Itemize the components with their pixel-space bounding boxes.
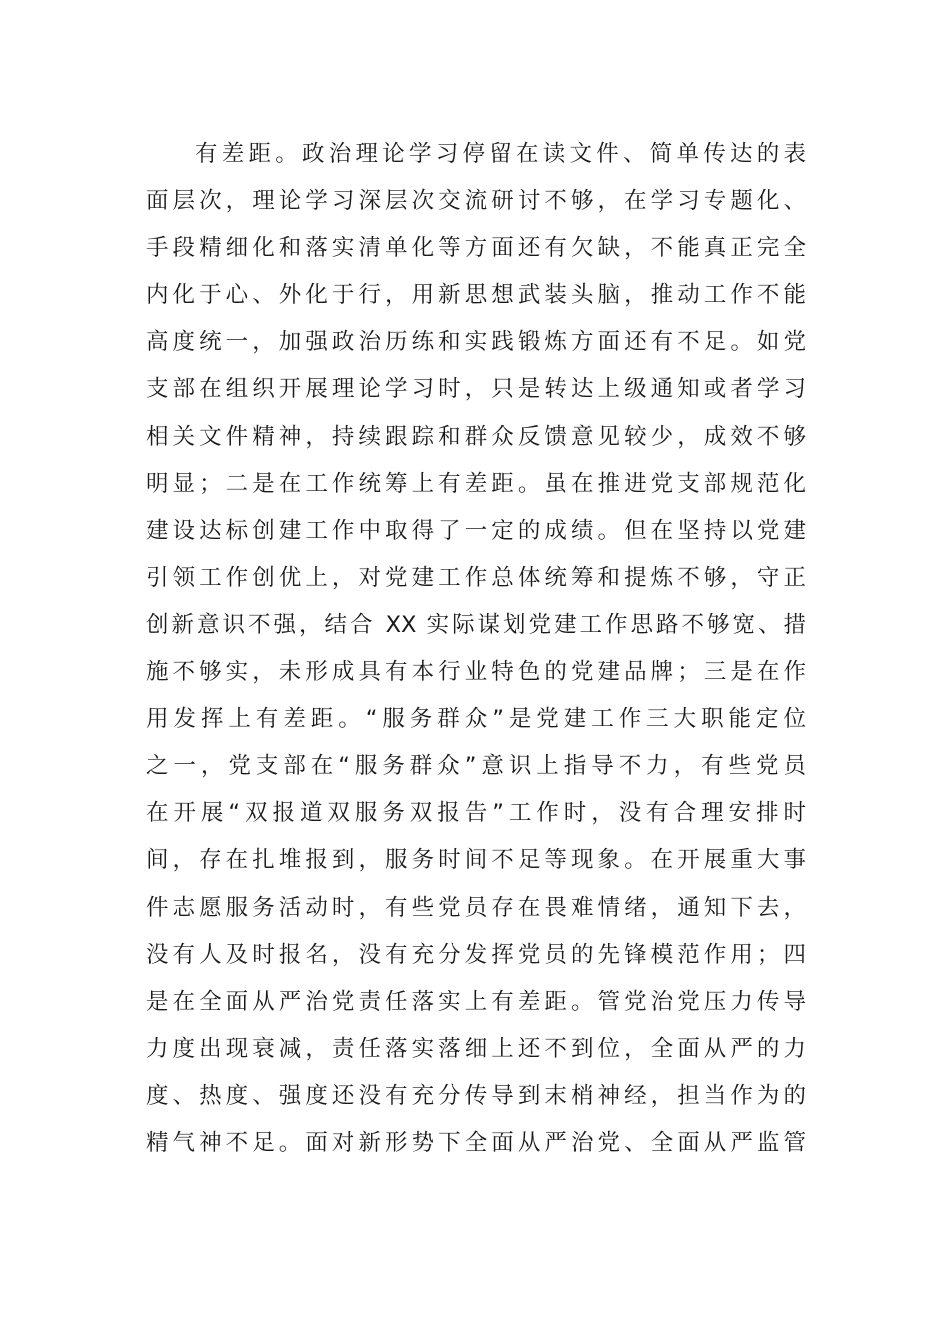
text-line: 建设达标创建工作中取得了一定的成绩。但在坚持以党建 [146,517,806,544]
text-line: 是在全面从严治党责任落实上有差距。管党治党压力传导 [146,988,806,1015]
text-line: 内化于心、外化于行，用新思想武装头脑，推动工作不能 [146,282,806,309]
text-line: 有差距。政治理论学习停留在读文件、简单传达的表 [195,141,806,167]
text-line: 引领工作创优上，对党建工作总体统筹和提炼不够，守正 [146,564,806,591]
text-line: 高度统一，加强政治历练和实践锻炼方面还有不足。如党 [146,329,806,356]
text-line: 明显；二是在工作统筹上有差距。虽在推进党支部规范化 [146,470,806,497]
text-line: 面层次，理论学习深层次交流研讨不够，在学习专题化、 [146,188,806,215]
text-line: 施不够实，未形成具有本行业特色的党建品牌；三是在作 [146,659,806,686]
text-line: 在开展“双报道双服务双报告”工作时，没有合理安排时 [146,800,806,827]
text-line: 没有人及时报名，没有充分发挥党员的先锋模范作用；四 [146,941,806,968]
text-line: 件志愿服务活动时，有些党员存在畏难情绪，通知下去， [146,894,806,921]
text-line: 精气神不足。面对新形势下全面从严治党、全面从严监管 [146,1129,806,1156]
text-line: 创新意识不强，结合 XX 实际谋划党建工作思路不够宽、措 [146,611,806,638]
text-line: 支部在组织开展理论学习时，只是转达上级通知或者学习 [146,376,806,403]
text-line: 手段精细化和落实清单化等方面还有欠缺，不能真正完全 [146,235,806,262]
text-line: 度、热度、强度还没有充分传导到末梢神经，担当作为的 [146,1082,806,1109]
text-line: 用发挥上有差距。“服务群众”是党建工作三大职能定位 [146,706,806,733]
text-line: 力度出现衰减，责任落实落细上还不到位，全面从严的力 [146,1035,806,1062]
text-line: 间，存在扎堆报到，服务时间不足等现象。在开展重大事 [146,847,806,874]
body-paragraph [146,131,806,1167]
text-line: 相关文件精神，持续跟踪和群众反馈意见较少，成效不够 [146,423,806,450]
text-line: 之一，党支部在“服务群众”意识上指导不力，有些党员 [146,753,806,780]
